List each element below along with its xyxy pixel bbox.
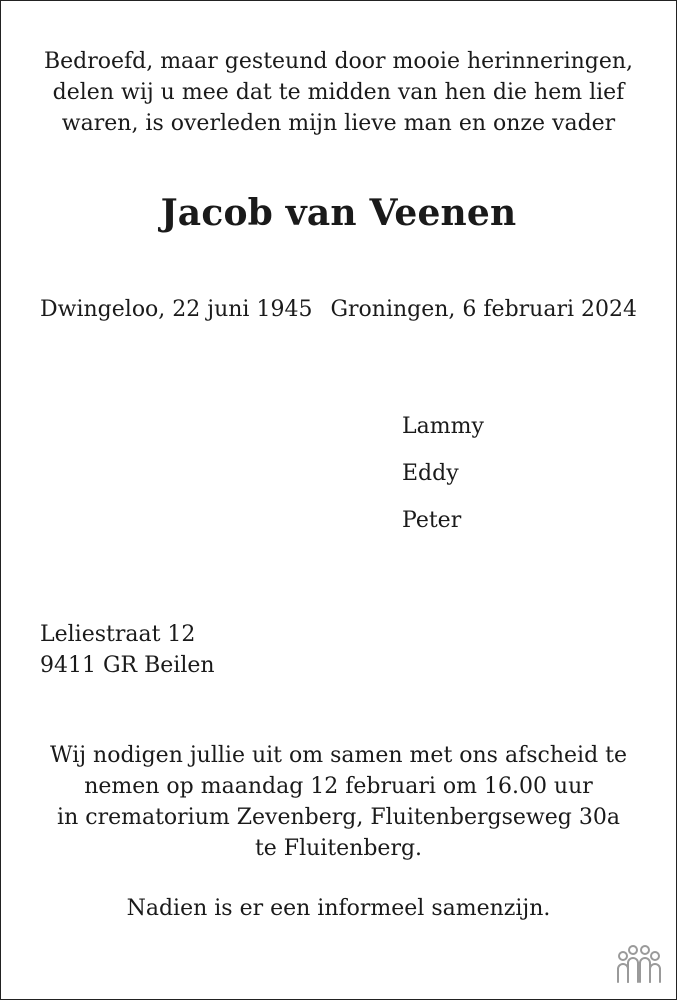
- closing-text: Nadien is er een informeel samenzijn.: [126, 896, 551, 921]
- address-street: Leliestraat 12: [40, 622, 196, 647]
- family-list: [402, 403, 484, 544]
- intro-line: Bedroefd, maar gesteund door mooie herinneringen,: [43, 49, 634, 74]
- invitation-line: te Fluitenberg.: [254, 836, 423, 861]
- invitation-line: in crematorium Zevenberg, Fluitenbergseweg 30a: [57, 805, 620, 830]
- deceased-name: Jacob van Veenen: [160, 192, 517, 234]
- birth-place-date: Dwingeloo, 22 juni 1945: [40, 297, 313, 322]
- address-postal-city: 9411 GR Beilen: [40, 653, 215, 678]
- death-place-date: Groningen, 6 februari 2024: [330, 297, 637, 322]
- family-member: Peter: [402, 508, 462, 533]
- intro-line: delen wij u mee dat te midden van hen die hem lief: [52, 80, 625, 105]
- family-member: Eddy: [402, 461, 459, 486]
- intro-line: waren, is overleden mijn lieve man en onze vader: [61, 111, 616, 136]
- invitation-line: nemen op maandag 12 februari om 16.00 uur: [84, 774, 593, 799]
- correspondence-address: [40, 619, 215, 681]
- invitation-text: [0, 740, 677, 864]
- people-group-icon: [615, 942, 663, 984]
- family-member: Lammy: [402, 414, 484, 439]
- intro-text: [0, 46, 677, 139]
- invitation-line: Wij nodigen jullie uit om samen met ons afscheid te: [49, 743, 628, 768]
